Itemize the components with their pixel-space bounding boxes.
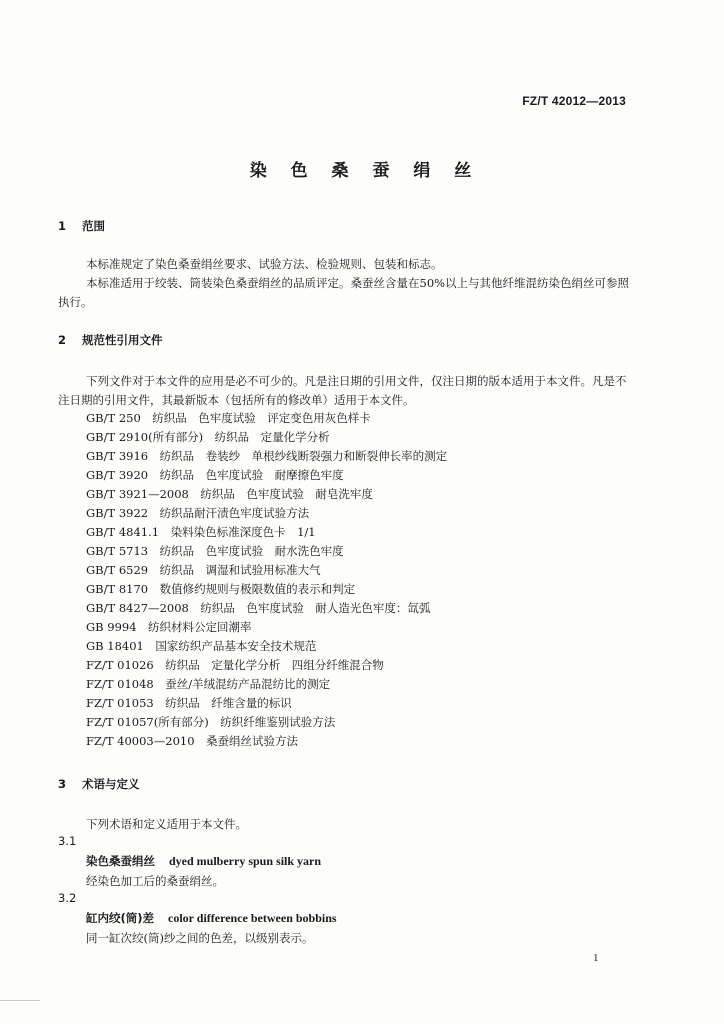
reference-item: FZ/T 01053 纺织品 纤维含量的标识	[86, 696, 292, 710]
term-zh: 染色桑蚕绢丝	[86, 854, 155, 868]
term-en: dyed mulberry spun silk yarn	[169, 854, 322, 868]
section-number: 3	[58, 777, 67, 791]
reference-item: FZ/T 40003—2010 桑蚕绢丝试验方法	[86, 734, 299, 748]
reference-item: GB/T 3916 纺织品 卷装纱 单根纱线断裂强力和断裂伸长率的测定	[86, 449, 448, 463]
term-definition: 经染色加工后的桑蚕绢丝。	[86, 874, 224, 888]
reference-item: GB/T 3921—2008 纺织品 色牢度试验 耐皂洗牢度	[86, 487, 373, 501]
reference-item: FZ/T 01048 蚕丝/羊绒混纺产品混纺比的测定	[86, 677, 331, 691]
reference-item: GB/T 5713 纺织品 色牢度试验 耐水洗色牢度	[86, 544, 344, 558]
section-title: 术语与定义	[82, 777, 140, 791]
margin-divider	[0, 1000, 40, 1001]
section-title: 规范性引用文件	[82, 333, 163, 347]
scope-paragraph-2: 本标准适用于绞装、筒装染色桑蚕绢丝的品质评定。桑蚕丝含量在50%以上与其他纤维混纺染色绢丝可参照执行。	[58, 276, 630, 309]
reference-item: GB/T 250 纺织品 色牢度试验 评定变色用灰色样卡	[86, 411, 371, 425]
reference-item: GB 18401 国家纺织产品基本安全技术规范	[86, 639, 317, 653]
reference-item: GB/T 3920 纺织品 色牢度试验 耐摩擦色牢度	[86, 468, 344, 482]
section-2-heading	[58, 332, 163, 348]
term-number: 3.2	[58, 891, 77, 905]
term-definition: 同一缸次绞(筒)纱之间的色差，以级别表示。	[86, 931, 314, 945]
term-zh: 缸内绞(筒)差	[86, 911, 155, 925]
section-number: 1	[58, 219, 67, 233]
scope-paragraph-1: 本标准规定了染色桑蚕绢丝要求、试验方法、检验规则、包装和标志。	[86, 257, 443, 271]
reference-item: GB/T 8170 数值修约规则与极限数值的表示和判定	[86, 582, 356, 596]
section-title: 范围	[82, 219, 105, 233]
section-number: 2	[58, 333, 67, 347]
page-number: 1	[593, 952, 599, 964]
term-number: 3.1	[58, 834, 77, 848]
term-en: color difference between bobbins	[168, 911, 337, 925]
references-intro: 下列文件对于本文件的应用是必不可少的。凡是注日期的引用文件，仅注日期的版本适用于本文件。凡是不注日期的引用文件，其最新版本（包括所有的修改单）适用于本文件。	[58, 374, 627, 407]
reference-item: FZ/T 01026 纺织品 定量化学分析 四组分纤维混合物	[86, 658, 384, 672]
reference-item: GB 9994 纺织材料公定回潮率	[86, 620, 252, 634]
section-3-heading	[58, 776, 140, 792]
reference-item: GB/T 3922 纺织品耐汗渍色牢度试验方法	[86, 506, 310, 520]
standard-number: FZ/T 42012—2013	[522, 94, 626, 108]
reference-item: GB/T 8427—2008 纺织品 色牢度试验 耐人造光色牢度：氙弧	[86, 601, 431, 615]
reference-item: GB/T 6529 纺织品 调湿和试验用标准大气	[86, 563, 321, 577]
reference-item: GB/T 2910(所有部分) 纺织品 定量化学分析	[86, 430, 330, 444]
reference-item: FZ/T 01057(所有部分) 纺织纤维鉴别试验方法	[86, 715, 336, 729]
term-entry	[86, 853, 321, 869]
term-entry	[86, 910, 337, 926]
page-title: 染 色 桑 蚕 绢 丝	[249, 161, 481, 181]
reference-item: GB/T 4841.1 染料染色标准深度色卡 1/1	[86, 525, 316, 539]
section-1-heading	[58, 218, 105, 234]
terms-intro: 下列术语和定义适用于本文件。	[86, 817, 247, 831]
